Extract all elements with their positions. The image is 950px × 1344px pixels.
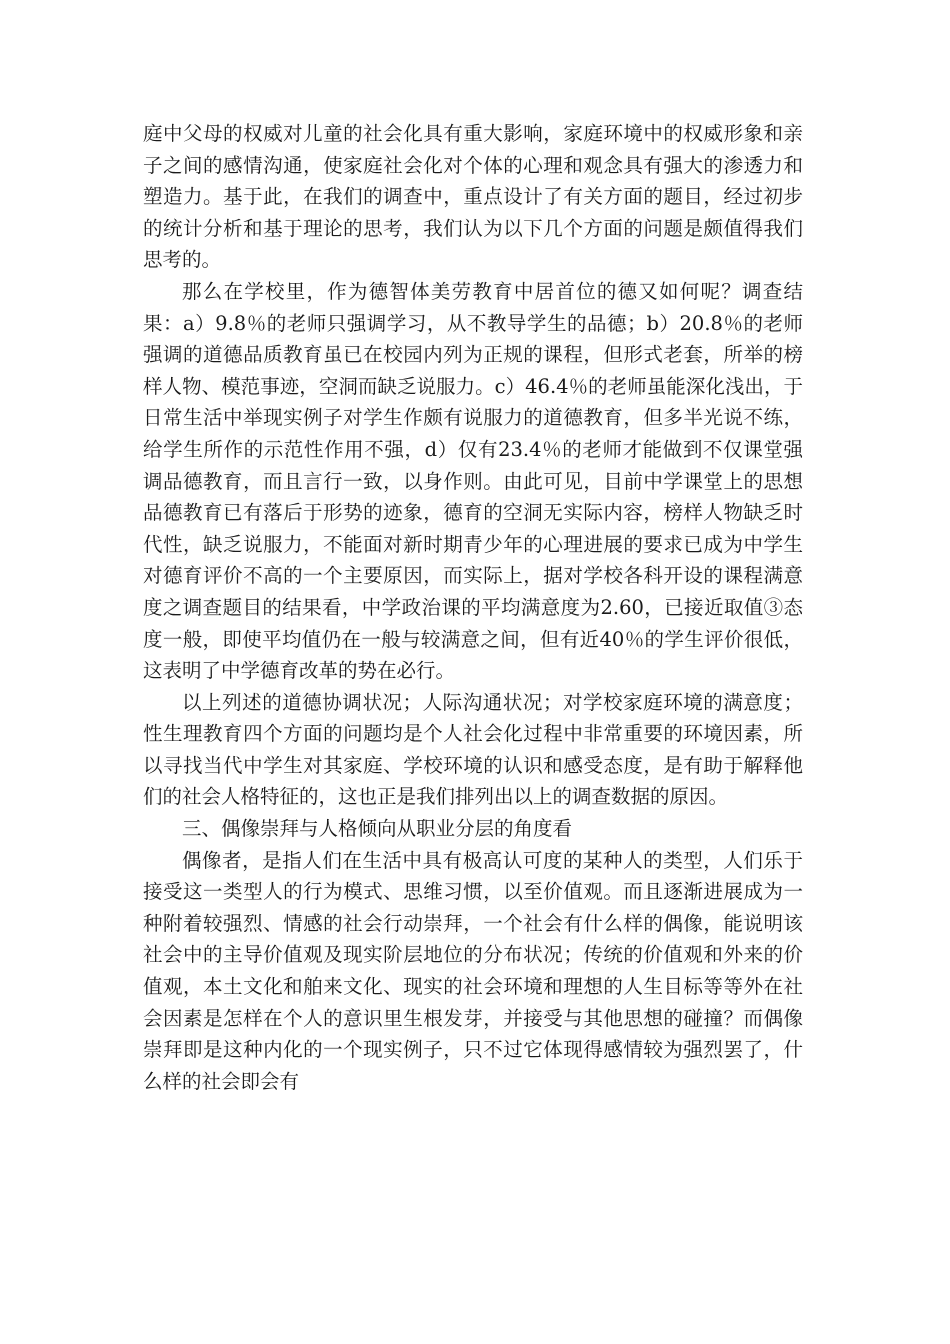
section-heading-idol-worship: 三、偶像崇拜与人格倾向从职业分层的角度看 xyxy=(182,817,573,841)
paragraph-continued-family-influence: 庭中父母的权威对儿童的社会化具有重大影响，家庭环境中的权威形象和亲子之间的感情沟通，使家庭社会化对个体的心理和观念具有强大的渗透力和塑造力。基于此，在我们的调查中，重点设计了有关方面的题目，经过初步的统计分析和基于理论的思考，我们认为以下几个方面的问题是颇值得我们思考的。 xyxy=(143,122,803,272)
document-body xyxy=(143,118,803,1097)
paragraph-environment-summary: 以上列述的道德协调状况；人际沟通状况；对学校家庭环境的满意度；性生理教育四个方面的问题均是个人社会化过程中非常重要的环境因素，所以寻找当代中学生对其家庭、学校环境的认识和感受态度，是有助于解释他们的社会人格特征的，这也正是我们排列出以上的调查数据的原因。 xyxy=(143,690,803,809)
paragraph-idol-definition: 偶像者，是指人们在生活中具有极高认可度的某种人的类型，人们乐于接受这一类型人的行为模式、思维习惯，以至价值观。而且逐渐进展成为一种附着较强烈、情感的社会行动崇拜，一个社会有什么样的偶像，能说明该社会中的主导价值观及现实阶层地位的分布状况；传统的价值观和外来的价值观，本土文化和舶来文化、现实的社会环境和理想的人生目标等等外在社会因素是怎样在个人的意识里生根发芽，并接受与其他思想的碰撞？而偶像崇拜即是这种内化的一个现实例子，只不过它体现得感情较为强烈罢了，什么样的社会即会有 xyxy=(143,848,803,1093)
paragraph-school-moral-education: 那么在学校里，作为德智体美劳教育中居首位的德又如何呢？调查结果：a）9.8％的老师只强调学习，从不教导学生的品德；b）20.8％的老师强调的道德品质教育虽已在校园内列为正规的课程，但形式老套，所举的榜样人物、模范事迹，空洞而缺乏说服力。c）46.4％的老师虽能深化浅出，于日常生活中举现实例子对学生作颇有说服力的道德教育，但多半光说不练，给学生所作的示范性作用不强，d）仅有23.4％的老师才能做到不仅课堂强调品德教育，而且言行一致，以身作则。由此可见，目前中学课堂上的思想品德教育已有落后于形势的迹象，德育的空洞无实际内容，榜样人物缺乏时代性，缺乏说服力，不能面对新时期青少年的心理进展的要求已成为中学生对德育评价不高的一个主要原因，而实际上，据对学校各科开设的课程满意度之调查题目的结果看，中学政治课的平均满意度为2.60，已接近取值③态度一般，即使平均值仍在一般与较满意之间，但有近40％的学生评价很低，这表明了中学德育改革的势在必行。 xyxy=(143,279,803,683)
